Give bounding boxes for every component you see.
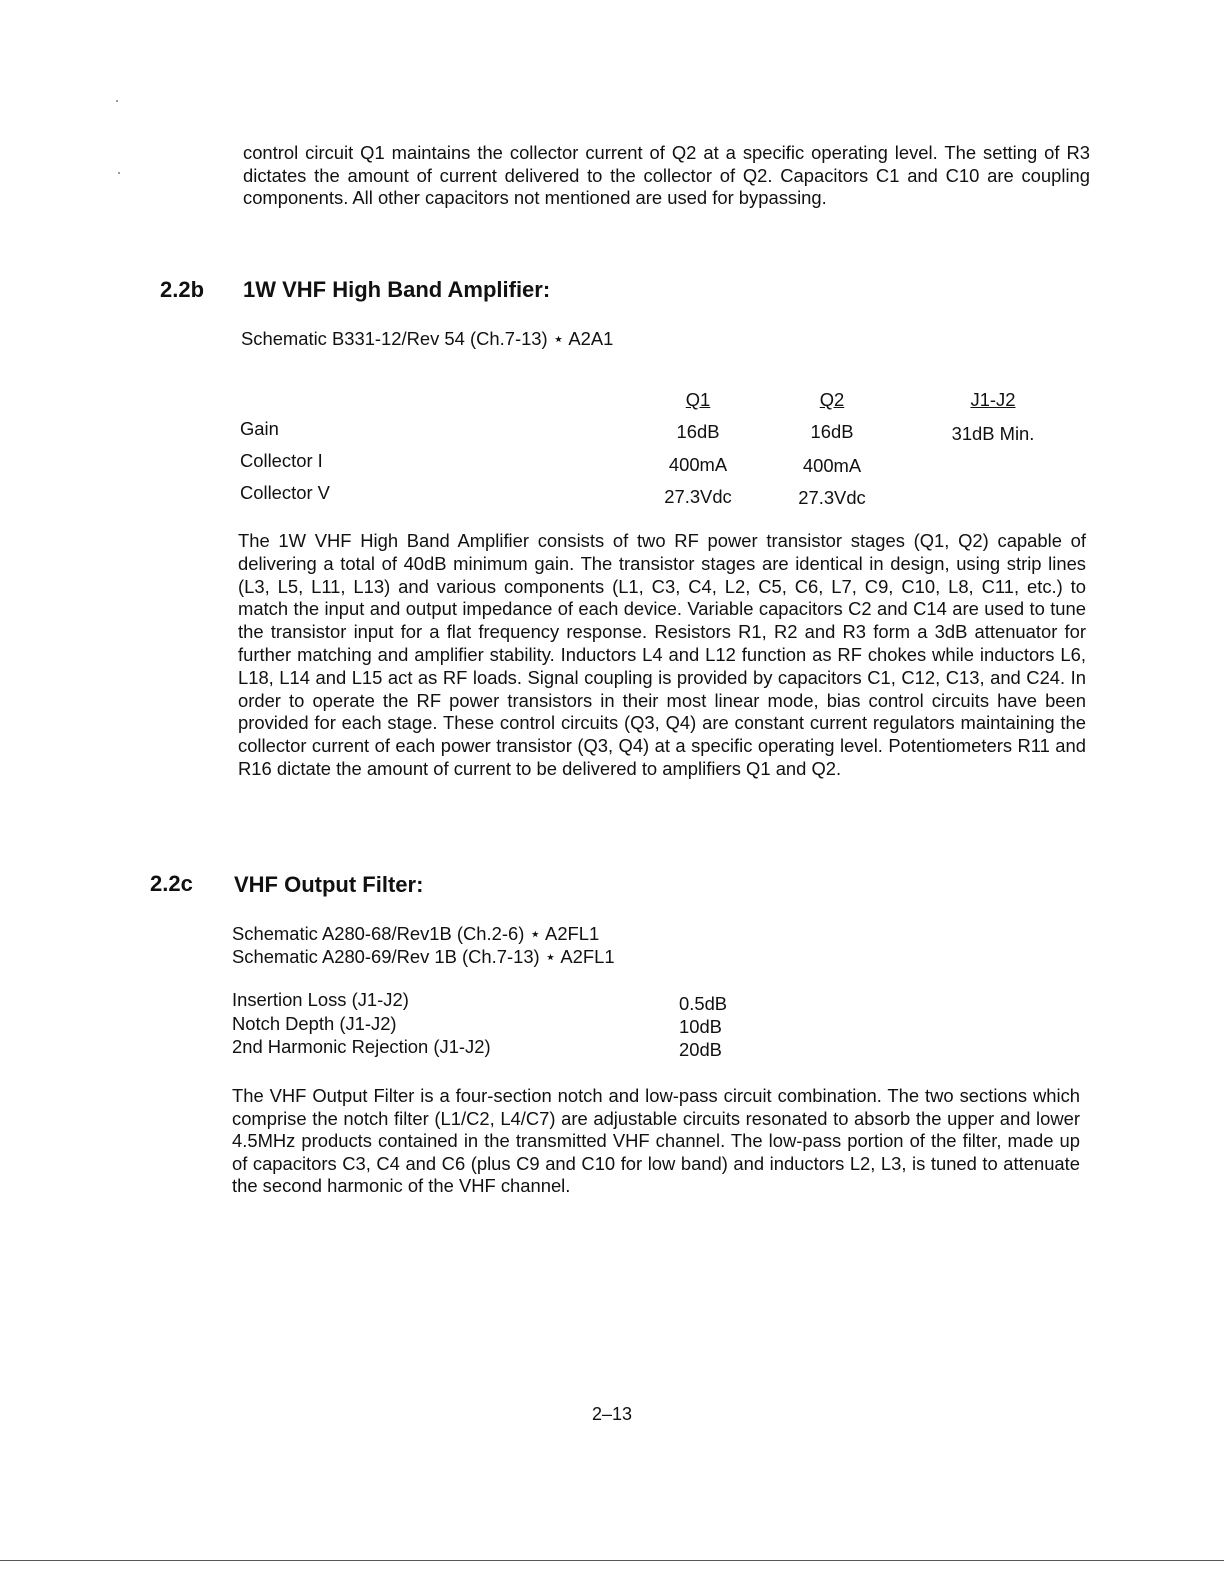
spec-label: 2nd Harmonic Rejection (J1-J2) [232, 1036, 491, 1057]
column-header-q1: Q1 [685, 389, 711, 410]
row-label: Collector I [240, 450, 323, 471]
spec-label: Notch Depth (J1-J2) [232, 1013, 397, 1034]
spec-value: 10dB [679, 1016, 722, 1037]
intro-paragraph: control circuit Q1 maintains the collector current of Q2 at a specific operating level. The setting of R3 dictates the amount of current delivered to the collector of Q2. Capacitors C1 and C10 are coupling components. All other capacitors not mentioned are used for bypassing. [243, 142, 1090, 209]
cell-value: 16dB [810, 421, 854, 442]
spec-value: 20dB [679, 1039, 722, 1060]
section-title: VHF Output Filter: [234, 872, 424, 897]
spec-label: Insertion Loss (J1-J2) [232, 989, 409, 1010]
section-title: 1W VHF High Band Amplifier: [243, 277, 551, 302]
page-number: 2–13 [591, 1404, 633, 1424]
row-label: Gain [240, 418, 279, 439]
schematic-reference: Schematic B331-12/Rev 54 (Ch.7-13) ⋆ A2A1 [241, 328, 614, 349]
scan-speck [118, 172, 120, 174]
section-number: 2.2b [160, 277, 205, 302]
bottom-rule [0, 1560, 1224, 1561]
filter-description: The VHF Output Filter is a four-section notch and low-pass circuit combination. The two sections which comprise the notch filter (L1/C2, L4/C7) are adjustable circuits resonated to absorb the upper and lower 4.5MHz products contained in the transmitted VHF channel. The low-pass portion of the filter, made up of capacitors C3, C4 and C6 (plus C9 and C10 for low band) and inductors L2, L3, is tuned to attenuate the second harmonic of the VHF channel. [232, 1085, 1080, 1197]
section-number: 2.2c [150, 871, 193, 896]
spec-value: 0.5dB [679, 993, 728, 1014]
column-header-q2: Q2 [819, 389, 845, 410]
row-label: Collector V [240, 482, 330, 503]
cell-value: 400mA [668, 454, 728, 475]
schematic-reference: Schematic A280-68/Rev1B (Ch.2-6) ⋆ A2FL1 [232, 923, 600, 944]
schematic-reference: Schematic A280-69/Rev 1B (Ch.7-13) ⋆ A2FL1 [232, 946, 615, 967]
cell-value: 31dB Min. [951, 423, 1035, 444]
cell-value: 27.3Vdc [664, 486, 732, 507]
scan-speck [116, 100, 118, 102]
cell-value: 27.3Vdc [798, 487, 866, 508]
cell-value: 400mA [802, 455, 862, 476]
cell-value: 16dB [676, 421, 720, 442]
amplifier-description: The 1W VHF High Band Amplifier consists of two RF power transistor stages (Q1, Q2) capable of delivering a total of 40dB minimum gain. The transistor stages are identical in design, using strip lines (L3, L5, L11, L13) and various components (L1, C3, C4, L2, C5, C6, L7, C9, C10, L8, C11, etc.) to match the input and output impedance of each device. Variable capacitors C2 and C14 are used to tune the transistor input for a flat frequency response. Resistors R1, R2 and R3 form a 3dB attenuator for further matching and amplifier stability. Inductors L4 and L12 function as RF chokes while inductors L6, L18, L14 and L15 act as RF loads. Signal coupling is provided by capacitors C1, C12, C13, and C24. In order to operate the RF power transistors in their most linear mode, bias control circuits have been provided for each stage. These control circuits (Q3, Q4) are constant current regulators maintaining the collector current of each power transistor (Q3, Q4) at a specific operating level. Potentiometers R11 and R16 dictate the amount of current to be delivered to amplifiers Q1 and Q2. [238, 530, 1086, 779]
column-header-j1-j2: J1-J2 [970, 389, 1016, 410]
